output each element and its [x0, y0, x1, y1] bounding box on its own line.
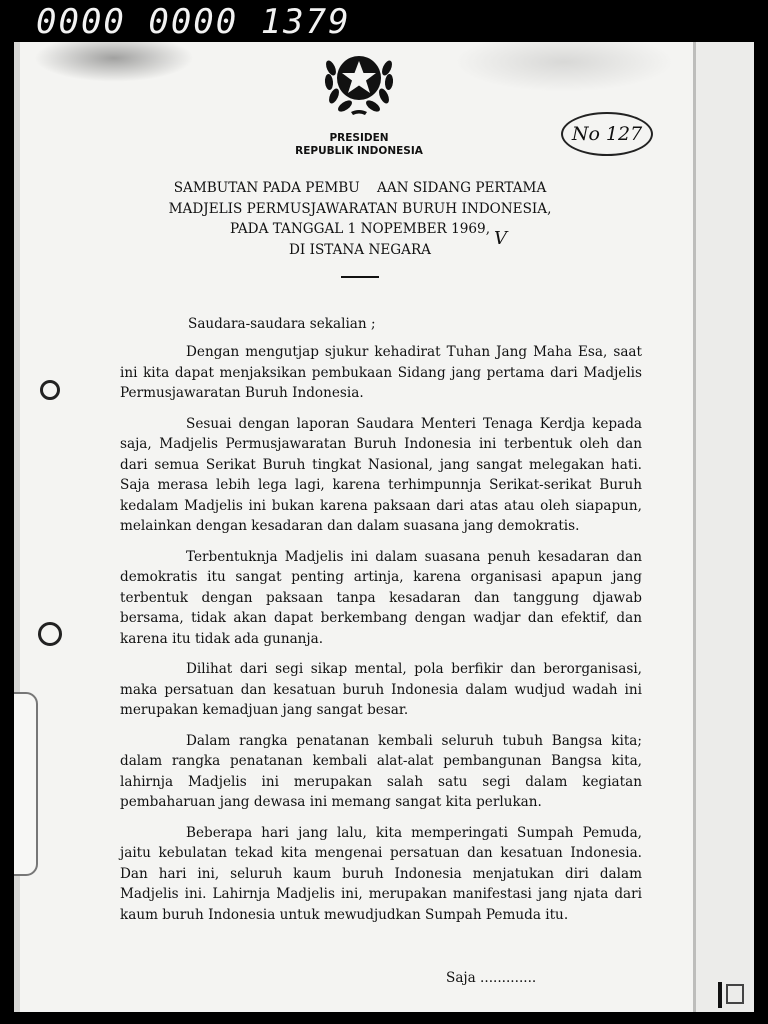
- punch-hole: [38, 622, 62, 646]
- title-line: PADA TANGGAL 1 NOPEMBER 1969,: [229, 221, 491, 237]
- ink-smudge: [454, 42, 674, 92]
- title-divider: [341, 276, 379, 278]
- punch-hole: [40, 380, 60, 400]
- body-paragraph: Terbentuknja Madjelis ini dalam suasana penuh kesadaran dan demokratis itu sangat penting artinja, karena organisasi apapun jang terbentuk dengan paksaan tanpa kesadaran dan tanggung djawab bersama, tidak akan dapat berkembang dengan wadjar dan efektif, dan karena itu tidak ada gunanja.: [120, 548, 642, 647]
- page-continuation: Saja .............: [446, 970, 537, 986]
- handwritten-document-number: No 127: [561, 112, 653, 156]
- letterhead-line: PRESIDEN: [329, 132, 389, 144]
- speech-body: [120, 342, 642, 935]
- margin-box-mark: [726, 984, 744, 1004]
- letterhead: [214, 132, 504, 158]
- salutation: Saudara-saudara sekalian ;: [188, 316, 376, 332]
- title-line: SAMBUTAN PADA PEMBU AAN SIDANG PERTAMA: [173, 180, 547, 196]
- document-page: [14, 42, 754, 1012]
- title-line: MADJELIS PERMUSJAWARATAN BURUH INDONESIA,: [168, 200, 552, 217]
- body-paragraph: Dalam rangka penatanan kembali seluruh tubuh Bangsa kita; dalam rangka penatanan kembali alat-alat pembangunan Bangsa kita, lahirnja Madjelis ini merupakan salah satu segi dalam kegiatan pembaharuan jang dewasa ini memang sangat kita perlukan.: [120, 732, 642, 810]
- microfilm-frame-number: 0000 0000 1379: [36, 2, 351, 42]
- body-paragraph: Beberapa hari jang lalu, kita memperingati Sumpah Pemuda, jaitu kebulatan tekad kita mengenai persatuan dan kesatuan Indonesia. Dan hari ini, seluruh kaum buruh Indonesia menjatukan diri dalam Madjelis ini. Lahirnja Madjelis ini, merupakan manifestasi jang njata dari kaum buruh Indonesia untuk mewudjudkan Sumpah Pemuda itu.: [120, 824, 642, 923]
- title-line: DI ISTANA NEGARA: [289, 241, 431, 258]
- presidential-emblem-icon: [318, 42, 400, 116]
- body-paragraph: Dilihat dari segi sikap mental, pola berfikir dan berorganisasi, maka persatuan dan kesatuan buruh Indonesia dalam wudjud wadah ini merupakan kemadjuan jang sangat besar.: [120, 661, 642, 718]
- body-paragraph: Dengan mengutjap sjukur kehadirat Tuhan Jang Maha Esa, saat ini kita dapat menjaksikan pembukaan Sidang jang pertama dari Madjelis Permusjawaratan Buruh Indonesia.: [120, 344, 642, 401]
- ink-smudge: [34, 42, 194, 82]
- binder-tab: [14, 692, 38, 876]
- body-paragraph: Sesuai dengan laporan Saudara Menteri Tenaga Kerdja kepada saja, Madjelis Permusjawaratan Buruh Indonesia ini terbentuk oleh dan dari semua Serikat Buruh tingkat Nasional, jang sangat melegakan hati. Saja merasa lebih lega lagi, karena terhimpunnja Serikat-serikat Buruh kedalam Madjelis ini bukan karena paksaan dari atas atau oleh siapapun, melainkan dengan kesadaran dan dalam suasana jang demokratis.: [120, 415, 642, 534]
- page-right-margin: [693, 42, 754, 1012]
- handwritten-check-mark: V: [494, 228, 507, 249]
- letterhead-line: REPUBLIK INDONESIA: [295, 145, 423, 157]
- margin-mark: [718, 982, 722, 1008]
